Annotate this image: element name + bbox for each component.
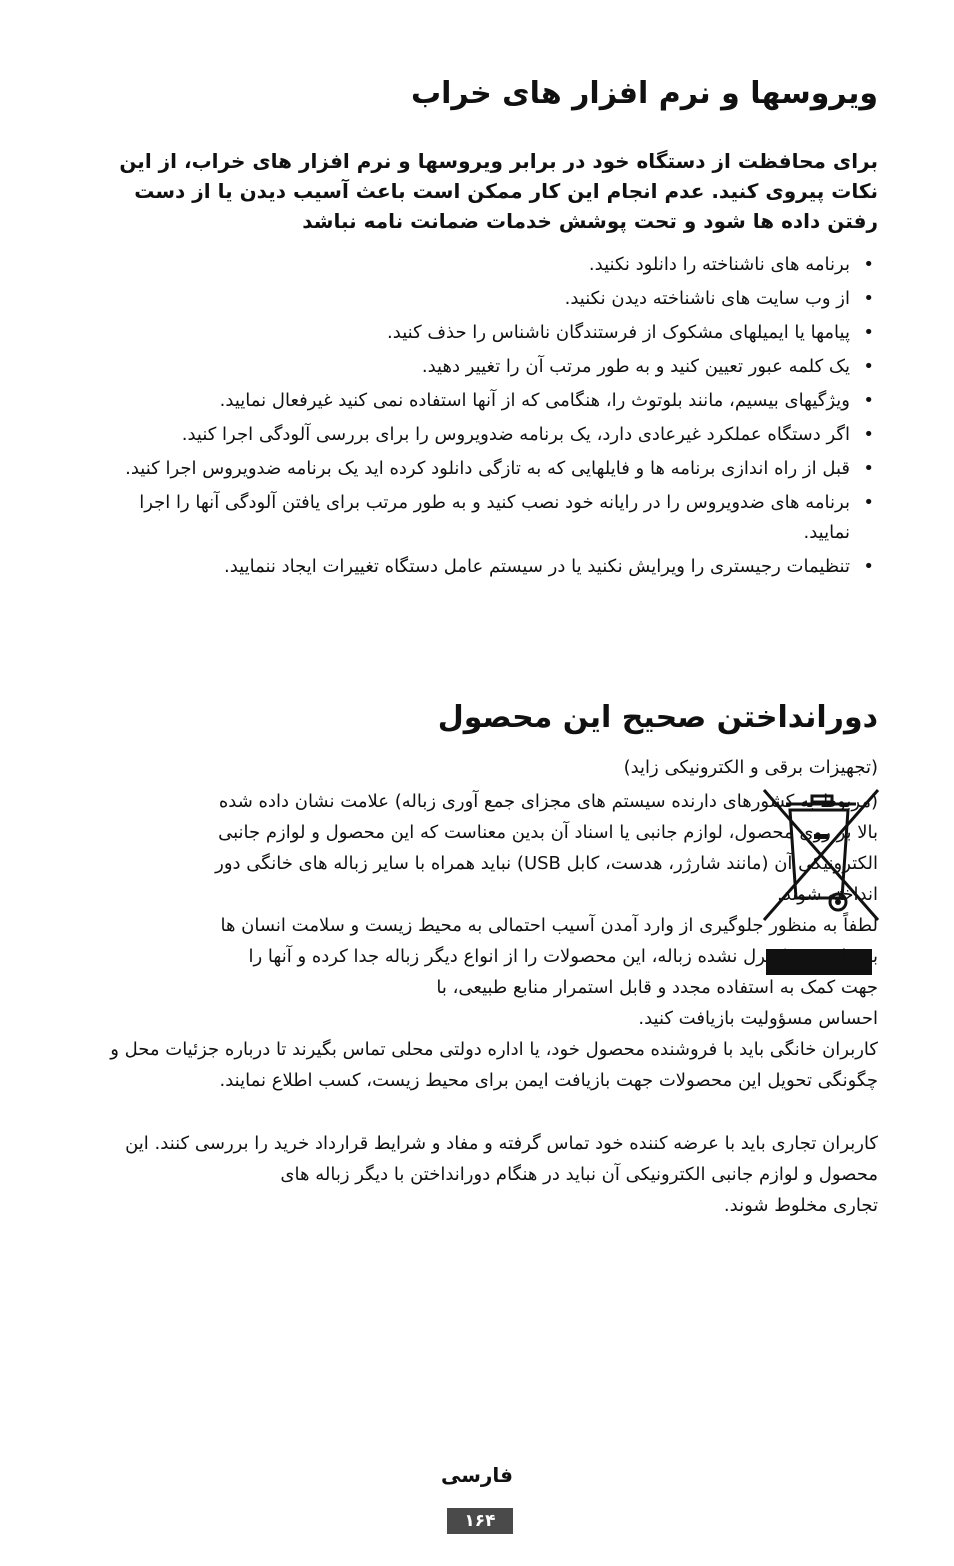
bullet-icon: • <box>863 556 874 577</box>
disposal-paragraph-4-end: تجاری مخلوط شوند. <box>723 1195 878 1216</box>
page-number: ۱۶۴ <box>447 1508 513 1534</box>
bullet-icon: • <box>863 390 874 411</box>
section-title-virus: ویروسها و نرم افزار های خراب <box>411 76 878 111</box>
list-item <box>88 488 878 548</box>
list-item <box>88 352 878 382</box>
list-item <box>88 386 878 416</box>
section-title-disposal: دورانداختن صحیح این محصول <box>437 700 878 735</box>
disposal-subtitle: (تجهیزات برقی و الکترونیکی زاید) <box>623 757 878 778</box>
bullet-icon: • <box>863 356 874 377</box>
bullet-icon: • <box>863 322 874 343</box>
virus-intro-text: برای محافظت از دستگاه خود در برابر ویروسها و نرم افزار های خراب، از این نکات پیروی کنید. عدم انجام این کار ممکن است باعث آسیب دیدن یا از دست رفتن داده ها شود و تحت پوشش خدمات ضمانت نامه نباشد <box>119 149 878 233</box>
disposal-paragraph-2-end: احساس مسؤولیت بازیافت کنید. <box>638 1008 878 1029</box>
list-item <box>88 420 878 450</box>
disposal-paragraph-3: کاربران خانگی باید با فروشنده محصول خود، یا اداره دولتی محلی تماس بگیرند تا درباره جزئیات محل و چگونگی تحویل این محصولات جهت بازیافت ایمن برای محیط زیست، کسب اطلاع نمایند. <box>110 1039 878 1091</box>
list-item-text: ویژگیهای بیسیم، مانند بلوتوث را، هنگامی که از آنها استفاده نمی کنید غیرفعال نمایید. <box>219 390 850 411</box>
disposal-paragraph-4: کاربران تجاری باید با عرضه کننده خود تماس گرفته و مفاد و شرایط قرارداد خرید را بررسی کنند. این محصول و لوازم جانبی الکترونیکی آن نباید در هنگام دورانداختن با دیگر زباله های <box>125 1133 878 1185</box>
bullet-icon: • <box>863 254 874 275</box>
bullet-icon: • <box>863 458 874 479</box>
list-item-text: برنامه های ضدویروس را در رایانه خود نصب کنید و به طور مرتب برای یافتن آلودگی آنها را اجرا نمایید. <box>139 492 850 543</box>
list-item-text: تنظیمات رجیستری را ویرایش نکنید یا در سیستم عامل دستگاه تغییرات ایجاد ننمایید. <box>223 556 850 577</box>
list-item-text: پیامها یا ایمیلهای مشکوک از فرستندگان ناشناس را حذف کنید. <box>387 322 850 343</box>
bullet-icon: • <box>863 492 874 513</box>
list-item-text: قبل از راه اندازی برنامه ها و فایلهایی که به تازگی دانلود کرده اید یک برنامه ضدویروس اجرا کنید. <box>125 458 850 479</box>
list-item <box>88 284 878 314</box>
list-item-text: یک کلمه عبور تعیین کنید و به طور مرتب آن را تغییر دهید. <box>421 356 850 377</box>
list-item-text: اگر دستگاه عملکرد غیرعادی دارد، یک برنامه ضدویروس را برای بررسی آلودگی اجرا کنید. <box>181 424 850 445</box>
list-item-text: برنامه های ناشناخته را دانلود نکنید. <box>588 254 850 275</box>
list-item <box>88 454 878 484</box>
bullet-icon: • <box>863 424 874 445</box>
list-item <box>88 552 878 582</box>
disposal-paragraph-1: (مربوط به کشورهای دارنده سیستم های مجزای جمع آوری زباله) علامت نشان داده شده بالا بر روی محصول، لوازم جانبی یا اسناد آن بدین معناست که این محصول و لوازم جانبی الکترونیکی آن (مانند شارژر، هدست، کابل USB) نباید همراه با سایر زباله های خانگی دور انداخته شوند. <box>215 791 878 905</box>
bullet-icon: • <box>863 288 874 309</box>
virus-tips-list <box>88 250 878 586</box>
list-item <box>88 250 878 280</box>
list-item-text: از وب سایت های ناشناخته دیدن نکنید. <box>564 288 850 309</box>
footer-language: فارسی <box>440 1463 514 1487</box>
disposal-paragraph-2: لطفاً به منظور جلوگیری از وارد آمدن آسیب احتمالی به محیط زیست و سلامت انسان ها به علت دفع کنترل نشده زباله، این محصولات را از انواع دیگر زباله جدا کرده و آنها را جهت کمک به استفاده مجدد و قابل استمرار منابع طبیعی، با <box>220 915 878 998</box>
list-item <box>88 318 878 348</box>
